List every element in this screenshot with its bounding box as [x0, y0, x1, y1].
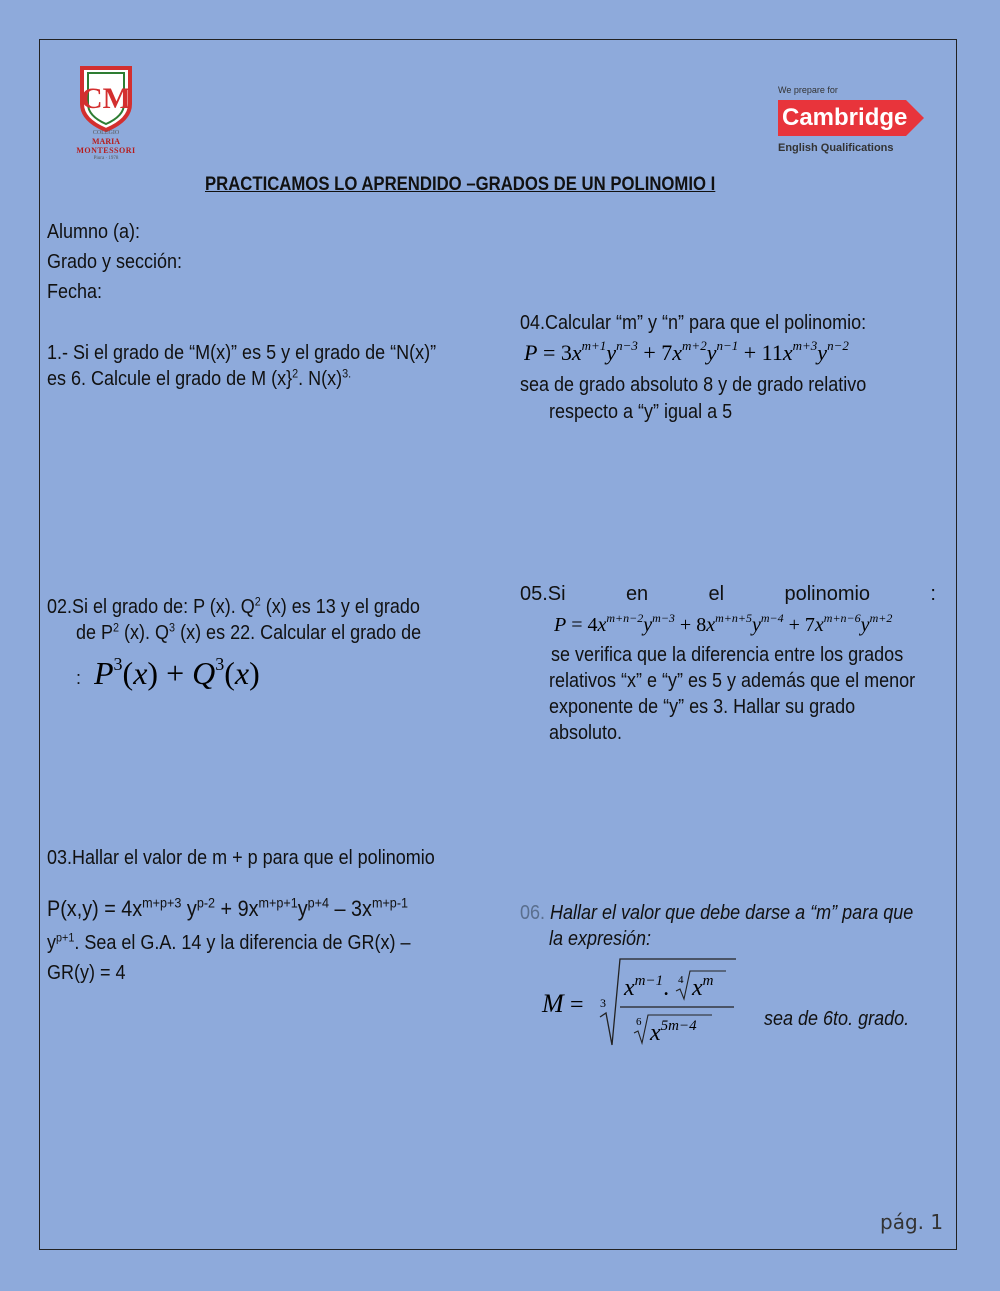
logo-line4: Piura · 1978 — [93, 156, 119, 161]
q5-line4: relativos “x” e “y” es 5 y además que el menor — [549, 670, 916, 692]
logo-line2: MARIA — [92, 137, 120, 146]
logo-line1: COLEGIO — [92, 130, 120, 136]
svg-text:=: = — [570, 992, 584, 1018]
cambridge-brand: Cambridge — [782, 104, 908, 131]
svg-text:x5m−4: $x^{5m-4}$ — [650, 1018, 697, 1046]
q6-formula-svg — [540, 955, 750, 1050]
q2-colon: : — [76, 668, 82, 688]
cambridge-logo — [778, 84, 928, 164]
q2-line2: de $P^2$ (x). $Q^3$ (x) es 22. Calcular el grado de — [76, 620, 422, 644]
q3-line3: $y^{p+1}$. Sea el G.A. 14 y la diferencia de GR(x) – — [47, 930, 411, 954]
q5-formula — [554, 606, 944, 645]
q5-line1: 05.Si en el polinomio : — [520, 583, 936, 605]
q6-number: 06. — [520, 902, 546, 924]
svg-text:6: 6 — [636, 1016, 642, 1028]
q6-line1: 06. Hallar el valor que debe darse a “m” para que — [520, 902, 914, 924]
svg-text:4: 4 — [678, 974, 684, 986]
cambridge-tagline: We prepare for — [778, 85, 838, 95]
crest-icon — [66, 62, 146, 132]
svg-text:xm: $x^m$ — [692, 973, 714, 1001]
q5-formula-svg — [554, 606, 944, 640]
q4-line1: 04.Calcular “m” y “n” para que el polinomio: — [520, 312, 867, 334]
q5-line3: se verifica que la diferencia entre los grados — [551, 644, 904, 666]
q4-line4: respecto a “y” igual a 5 — [549, 401, 733, 423]
school-logo — [66, 62, 146, 172]
logo-monogram: CM — [81, 82, 131, 115]
date-label: Fecha: — [47, 281, 103, 303]
svg-text:P = 4xm+n−2ym−3 + 8xm+n+5ym−4: $P = 4x^{m+n-2}y^{m-3} + 8x^{m+n+5}y^{m-4} + 7x^{m+n-6}y^{m+2}$ — [554, 611, 893, 636]
q5-line5: exponente de “y” es 3. Hallar su grado — [549, 696, 856, 718]
q2-line1: 02.Si el grado de: P (x). $Q^2$ (x) es 13 y el grado — [47, 594, 420, 618]
logo-line3: MONTESSORI — [76, 146, 136, 155]
q4-formula — [524, 334, 924, 375]
logo-text — [66, 130, 146, 162]
svg-text:P = 3xm+1yn−3 + 7xm+2yn−1 + 11: $P = 3x^{m+1}y^{n-3} + 7x^{m+2}y^{n-1} + 11x^{m+3}y^{n-2}$ — [524, 338, 849, 365]
q3-line4: GR(y) = 4 — [47, 962, 126, 984]
q2-formula-svg — [94, 650, 314, 694]
page-number: pág. 1 — [880, 1210, 944, 1234]
q6-formula — [540, 955, 750, 1055]
q1-line2: es 6. Calcule el grado de M (x}$^2$. $N(x)^{3.}$ — [47, 366, 352, 390]
student-name-label: Alumno (a): — [47, 221, 141, 243]
svg-text:3: 3 — [600, 996, 606, 1010]
q1-line1: 1.- Si el grado de “M(x)” es 5 y el grado de “N(x)” — [47, 342, 437, 364]
cambridge-badge — [778, 100, 926, 136]
page-title: PRACTICAMOS LO APRENDIDO –GRADOS DE UN POLINOMIO I — [205, 174, 716, 195]
q3-poly: $P(x,y) = 4x^{m+p+3}$ $y^{p-2} + 9x^{m+p+1}y^{p+4} - 3x^{m+p-1}$ — [47, 894, 409, 921]
q4-formula-svg — [524, 334, 924, 370]
cambridge-sub: English Qualifications — [778, 142, 894, 154]
svg-text:xm−1.: $x^{m-1}$. — [624, 973, 670, 1001]
q6-line2: la expresión: — [549, 928, 652, 950]
q2-formula — [94, 650, 314, 703]
q3-line1: 03.Hallar el valor de m + p para que el polinomio — [47, 847, 435, 869]
svg-text:M: M — [542, 989, 564, 1018]
svg-text:P3(x) + Q3(x): $P^3(x) + Q^3(x)$ — [94, 654, 260, 691]
grade-section-label: Grado y sección: — [47, 251, 183, 273]
q5-line6: absoluto. — [549, 722, 623, 744]
q4-line3: sea de grado absoluto 8 y de grado relativo — [520, 374, 867, 396]
q6-suffix: sea de 6to. grado. — [764, 1008, 910, 1030]
